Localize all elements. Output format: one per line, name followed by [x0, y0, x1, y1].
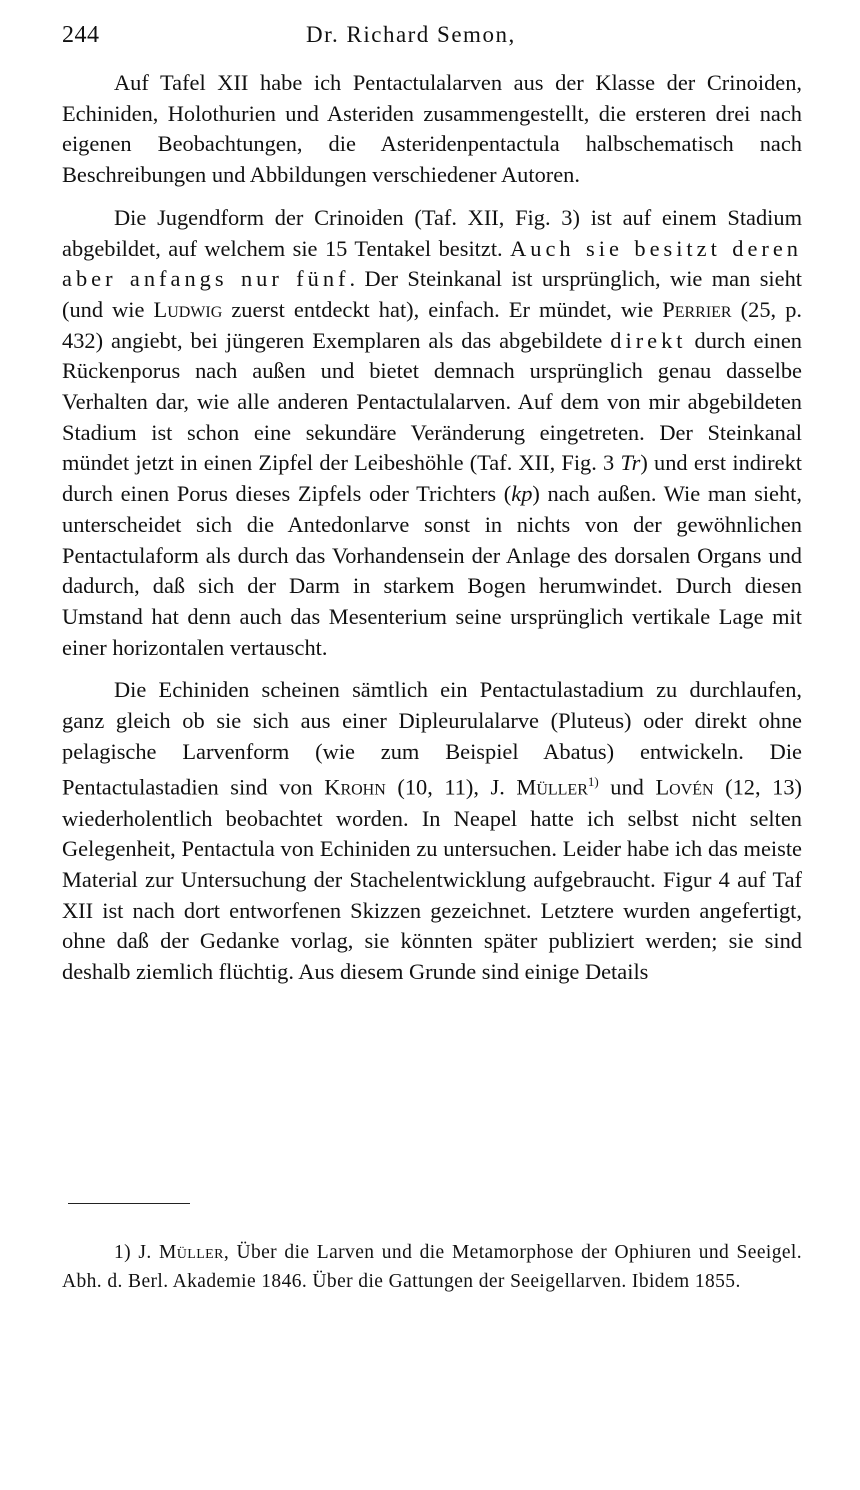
- spaced-emphasis: Auch sie besitzt deren aber anfangs nur fünf: [62, 235, 802, 292]
- author-name: Perrier: [662, 296, 732, 322]
- text-run: ) und erst indirekt durch einen Porus dieses Zipfels oder Trichters (: [62, 450, 802, 507]
- text-run: Die Echiniden scheinen sämtlich ein Pentactulastadium zu durchlaufen, ganz gleich ob sie sich aus einer Dipleurulalarve (Pluteus) oder direkt ohne pelagische Larvenform (wie zum Beispiel Abatus) entwickeln. Die Pentactulastadien sind von: [62, 677, 802, 800]
- spaced-emphasis: direkt: [610, 327, 687, 353]
- page-header: [62, 22, 805, 56]
- text-run: durch einen Rückenporus nach außen und bietet demnach ursprünglich genau dasselbe Verhalten dar, wie alle anderen Pentactulalarven. Auf dem von mir abgebildeten Stadium ist schon eine sekundäre Veränderung eingetreten. Der Steinkanal mündet jetzt in einen Zipfel der Leibeshöhle (Taf. XII, Fig. 3: [62, 327, 802, 476]
- figure-label: Tr: [620, 450, 641, 476]
- page-number: 244: [62, 22, 100, 48]
- text-run: (10, 11), J.: [385, 774, 517, 800]
- figure-label: kp: [511, 481, 533, 507]
- footnote-separator: [68, 1203, 190, 1204]
- footnote-marker: 1): [587, 774, 599, 790]
- text-run: Die Jugendform der Crinoiden (Taf. XII, Fig. 3) ist auf einem Stadium abgebildet, auf welchem sie 15 Tentakel besitzt.: [62, 204, 802, 261]
- footnote-number: 1) J.: [114, 1242, 160, 1263]
- footnote-text: , Über die Larven und die Metamorphose der Ophiuren und Seeigel. Abh. d. Berl. Akademie 1846. Über die Gattungen der Seeigellarven. Ibidem 1855.: [62, 1242, 802, 1292]
- paragraph-1: Auf Tafel XII habe ich Pentactulalarven aus der Klasse der Crinoiden, Echiniden, Holothurien und Asteriden zusammengestellt, die ersteren drei nach eigenen Beobachtungen, die Asteridenpentactula halbschematisch nach Beschreibungen und Abbildungen verschiedener Autoren.: [62, 70, 802, 188]
- paragraph-2: [62, 203, 802, 664]
- main-text: [62, 68, 802, 1000]
- author-name: Lovén: [655, 774, 714, 800]
- text-run: ) nach außen. Wie man sieht, unterscheidet sich die Antedonlarve sonst in nichts von der gewöhnlichen Pentactulaform als durch das Vorhandensein der Anlage des dorsalen Organs und dadurch, daß sich der Darm in starkem Bogen herumwindet. Durch diesen Umstand hat denn auch das Mesenterium seine ursprünglich vertikale Lage mit einer horizontalen vertauscht.: [62, 481, 802, 660]
- text-run: . Der Steinkanal ist ursprünglich, wie man sieht (und wie: [62, 266, 802, 322]
- text-run: zuerst entdeckt hat), einfach. Er mündet, wie: [222, 296, 663, 322]
- running-head: Dr. Richard Semon,: [306, 22, 516, 47]
- text-run: (12, 13) wiederholentlich beobachtet worden. In Neapel hatte ich selbst nicht selten Gelegenheit, Pentactula von Echiniden zu untersuchen. Leider habe ich das meiste Material zur Untersuchung der Stachelentwicklung aufgebraucht. Figur 4 auf Taf XII ist nach dort entworfenen Skizzen gezeichnet. Letztere wurden angefertigt, ohne daß der Gedanke vorlag, sie könnten später publiziert werden; sie sind deshalb ziemlich flüchtig. Aus diesem Grunde sind einige Details: [62, 774, 802, 985]
- author-name: Krohn: [324, 774, 386, 800]
- author-name: Ludwig: [153, 296, 223, 322]
- author-name: Müller: [159, 1242, 224, 1263]
- text-run: (25, p. 432) angiebt, bei jüngeren Exemplaren als das abgebildete: [62, 296, 802, 353]
- author-name: Müller: [516, 774, 588, 800]
- text-run: und: [598, 774, 656, 800]
- footnote: [62, 1238, 802, 1296]
- paragraph-3: [62, 675, 802, 988]
